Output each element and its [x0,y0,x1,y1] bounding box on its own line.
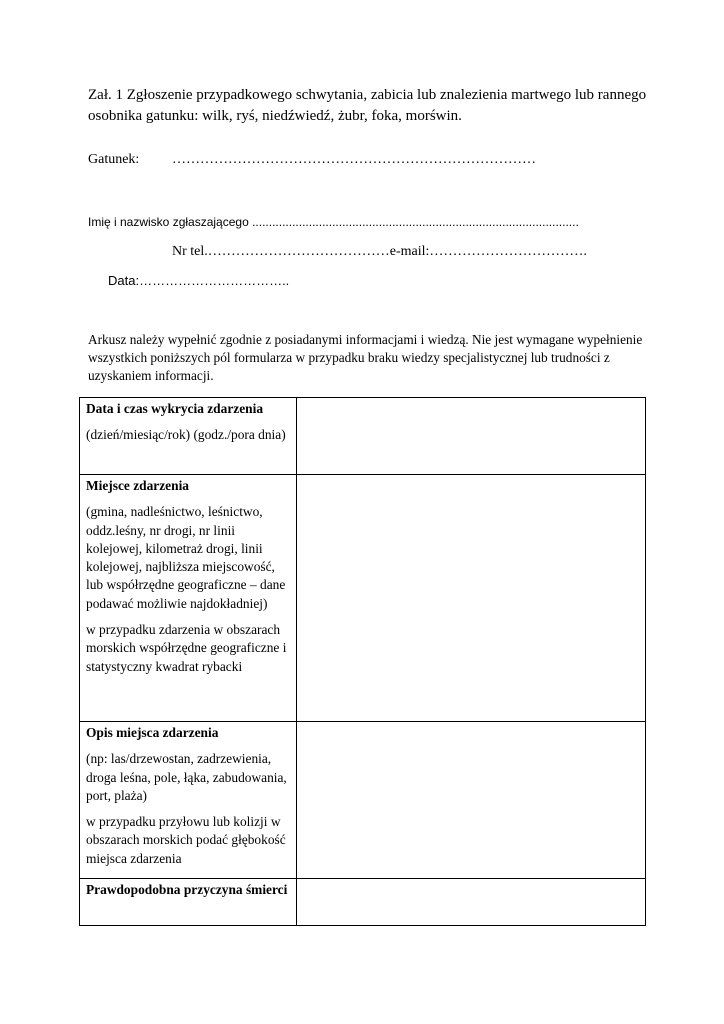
row-note: (np: las/drzewostan, zadrzewienia, droga leśna, pole, łąka, zabudowania, port, plaża) [86,751,287,803]
phone-email-field[interactable]: Nr tel.…………………………………e-mail:……………………………. [172,244,587,259]
row-label-cell [80,398,297,475]
row-input-cell[interactable] [297,398,646,475]
row-heading: Prawdopodobna przyczyna śmierci [86,882,288,897]
row-heading: Miejsce zdarzenia [86,478,189,493]
reporter-name-field[interactable]: Imię i nazwisko zgłaszającego .................................................................................................. [88,215,579,229]
row-note: w przypadku przyłowu lub kolizji w obszarach morskich podać głębokość miejsca zdarzenia [86,814,286,866]
row-input-cell[interactable] [297,879,646,926]
row-input-cell[interactable] [297,475,646,722]
row-label-cell [80,475,297,722]
species-field[interactable]: …………………………………………………………………… [172,152,536,167]
row-heading: Data i czas wykrycia zdarzenia [86,401,264,416]
row-note: (dzień/miesiąc/rok) (godz./pora dnia) [86,427,286,443]
row-label-cell [80,722,297,879]
report-form-table [79,397,646,926]
table-row [80,475,646,722]
table-row [80,879,646,926]
row-label-cell [80,879,297,926]
table-row [80,398,646,475]
row-note: (gmina, nadleśnictwo, leśnictwo, oddz.leśny, nr drogi, nr linii kolejowej, kilometraż drogi, linii kolejowej, najbliższa miejscowość, lub współrzędne geograficzne – dane podawać możliwie najdokładniej) [86,504,286,611]
species-label: Gatunek: [88,152,140,167]
table-row [80,722,646,879]
row-input-cell[interactable] [297,722,646,879]
row-heading: Opis miejsca zdarzenia [86,725,219,740]
date-field[interactable]: Data:…………………………….. [108,273,290,288]
document-title: Zał. 1 Zgłoszenie przypadkowego schwytania, zabicia lub znalezienia martwego lub rannego osobnika gatunku: wilk, ryś, niedźwiedź, żubr, foka, morświn. [88,87,647,124]
row-note: w przypadku zdarzenia w obszarach morskich współrzędne geograficzne i statystyczny kwadrat rybacki [86,622,287,674]
instructions-text: Arkusz należy wypełnić zgodnie z posiadanymi informacjami i wiedzą. Nie jest wymagane wypełnienie wszystkich poniższych pól formularza w przypadku braku wiedzy specjalistycznej lub trudności z uzyskaniem informacji. [88,332,643,383]
